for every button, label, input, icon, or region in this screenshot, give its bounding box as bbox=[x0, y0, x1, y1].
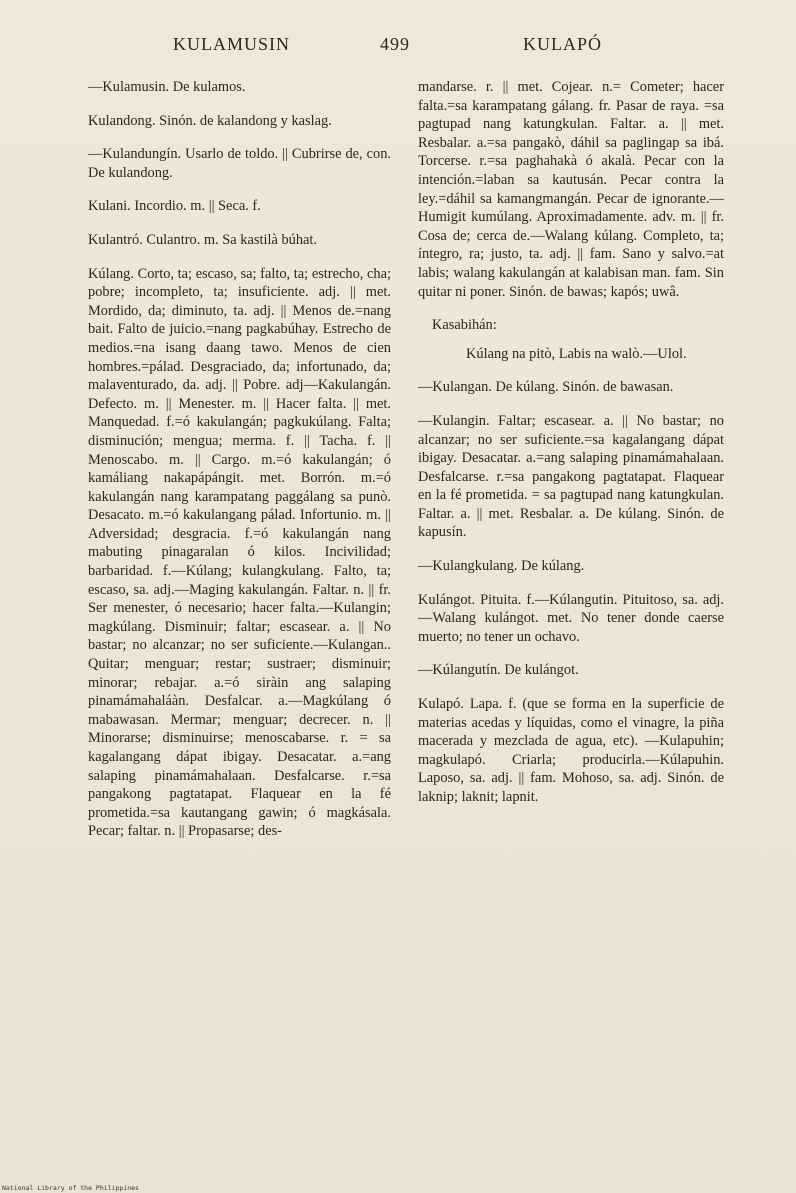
library-footer: National Library of the Philippines bbox=[2, 1184, 139, 1192]
entry-kulandong: Kulandong. Sinón. de kalandong y kaslag. bbox=[88, 112, 332, 129]
entry-kulapo: Kulapó. Lapa. f. (que se forma en la superficie de materias acedas y líquidas, como el vinagre, la piña macerada y mezclada de agua, etc). —Kulapuhin; magkulapó. Criarla; producirla.—Kúlapuhin. Laposo, sa. adj. || fam. Mohoso, sa. adj. Sinón. de laknip; laknit; lapnit. bbox=[418, 696, 724, 805]
running-head-left: KULAMUSIN bbox=[173, 34, 290, 54]
saying-verse: Kúlang na pitò, Labis na walò.—Ulol. bbox=[466, 345, 687, 362]
entry-kulang-continued: mandarse. r. || met. Cojear. n.= Cometer; hacer falta.=sa karampatang gálang. fr. Pasar de raya. =sa pagtupad nang katungkulan. Faltar. a. || met. Resbalar. a.=sa pangakò, dáhil sa paglingap sa ibá. Torcerse. r.=sa paghahakà ó akalà. Pecar con la intención.=laban sa kautusán. Pecar contra la ley.=dáhil sa kamangmangán. Pecar de ignorante.—Humigit kumúlang. Aproximadamente. adv. m. || fr. Cosa de; cerca de.—Walang kúlang. Completo, ta; íntegro, ra; justo, ta. adj. || fam. Sano y salvo.=at labis; walang kakulangán at kalabisan man. fam. Sin quitar ni poner. Sinón. de bawas; kapós; uwâ. bbox=[418, 79, 724, 300]
page-number: 499 bbox=[380, 34, 410, 54]
saying-label: Kasabihán: bbox=[432, 317, 497, 334]
entry-kulandungin: —Kulandungín. Usarlo de toldo. || Cubrirse de, con. De kulandong. bbox=[88, 146, 391, 181]
entry-kulantro: Kulantró. Culantro. m. Sa kastilà búhat. bbox=[88, 231, 318, 248]
running-head-right: KULAPÓ bbox=[523, 34, 603, 54]
entry-kulani: Kulani. Incordio. m. || Seca. f. bbox=[88, 198, 261, 215]
entry-kulangutin: —Kúlangutín. De kulángot. bbox=[418, 662, 579, 679]
entry-kulang: Kúlang. Corto, ta; escaso, sa; falto, ta; estrecho, cha; pobre; incompleto, ta; insuficiente. adj. || met. Mordido, da; diminuto, ta. adj. || Menos de.=nang bait. Falto de juicio.=nang pagkabúhay. Estrecho de medios.=na isang daang tawo. Menos de cien hombres.=pálad. Desgraciado, da; infortunado, da; malaventurado, da. adj. || Pobre. adj—Kakulangán. Defecto. m. || Menester. m. || Hacer falta. || met. Manquedad. f.=ó kakulangán; pagkukúlang. Falta; disminución; mengua; merma. f. || Tacha. f. || Menoscabo. m. || Cargo. m.=ó kakulangán; ó kamáliang nakapápángit. met. Borrón. m.=ó kakulangán nang karampatang paggálang sa punò. Desacato. m.=ó kakulangang pálad. Infortunio. m. || Adversidad; desgracia. f.=ó kakulangán nang mabuting pinagaralan ó kilos. Incivilidad; barbaridad. f.—Kúlang; kulangkulang. Falto, ta; escaso, sa. adj.—Maging kakulangán. Faltar. n. || fr. Ser menester, ó necesario; hacer falta.—Kulangin; magkúlang. Disminuir; faltar; escasear. a. || No bastar; no alcanzar; no ser suficiente.—Kulangan.. Quitar; menguar; restar; sustraer; disminuir; minorar; rebajar. a.=ó siràin ang salaping pinamámahaláàn. Desfalcar. a.—Magkúlang ó mabawasan. Mermar; menguar; decrecer. n. || Minorarse; disminuirse; menoscabarse. r. = sa kagalangang dápat ibigay. Desacatar. a.=ang salaping pinamámahalaan. Desfalcarse. r.=sa pangakong pagtatapat. Flaquear en la fé prometida.=sa kautangang gawin; ó magkásala. Pecar; faltar. n. || Propasarse; des- bbox=[88, 265, 391, 840]
page-header bbox=[0, 34, 796, 58]
entry-kulamusin: —Kulamusin. De kulamos. bbox=[88, 79, 246, 95]
entry-kulangan: —Kulangan. De kúlang. Sinón. de bawasan. bbox=[418, 379, 674, 396]
entry-kulangot: Kulángot. Pituita. f.—Kúlangutin. Pituitoso, sa. adj.—Walang kulángot. met. No tener donde caerse muerto; no tener un ochavo. bbox=[418, 591, 724, 645]
left-column bbox=[88, 78, 391, 856]
entry-kulangkulang: —Kulangkulang. De kúlang. bbox=[418, 558, 585, 575]
entry-kulangin: —Kulangin. Faltar; escasear. a. || No bastar; no alcanzar; no ser suficiente.=sa kagalangang dápat ibigay. Desacatar. a.=ang salaping pinamámahalaan. Desfalcarse. r.=sa pangakong pagtatapat. Flaquear en la fé prometida. = sa pagtupad nang katungkulan. Faltar. a. || met. Resbalar. a. De kúlang. Sinón. de kapusín. bbox=[418, 412, 724, 541]
right-column bbox=[418, 78, 724, 822]
